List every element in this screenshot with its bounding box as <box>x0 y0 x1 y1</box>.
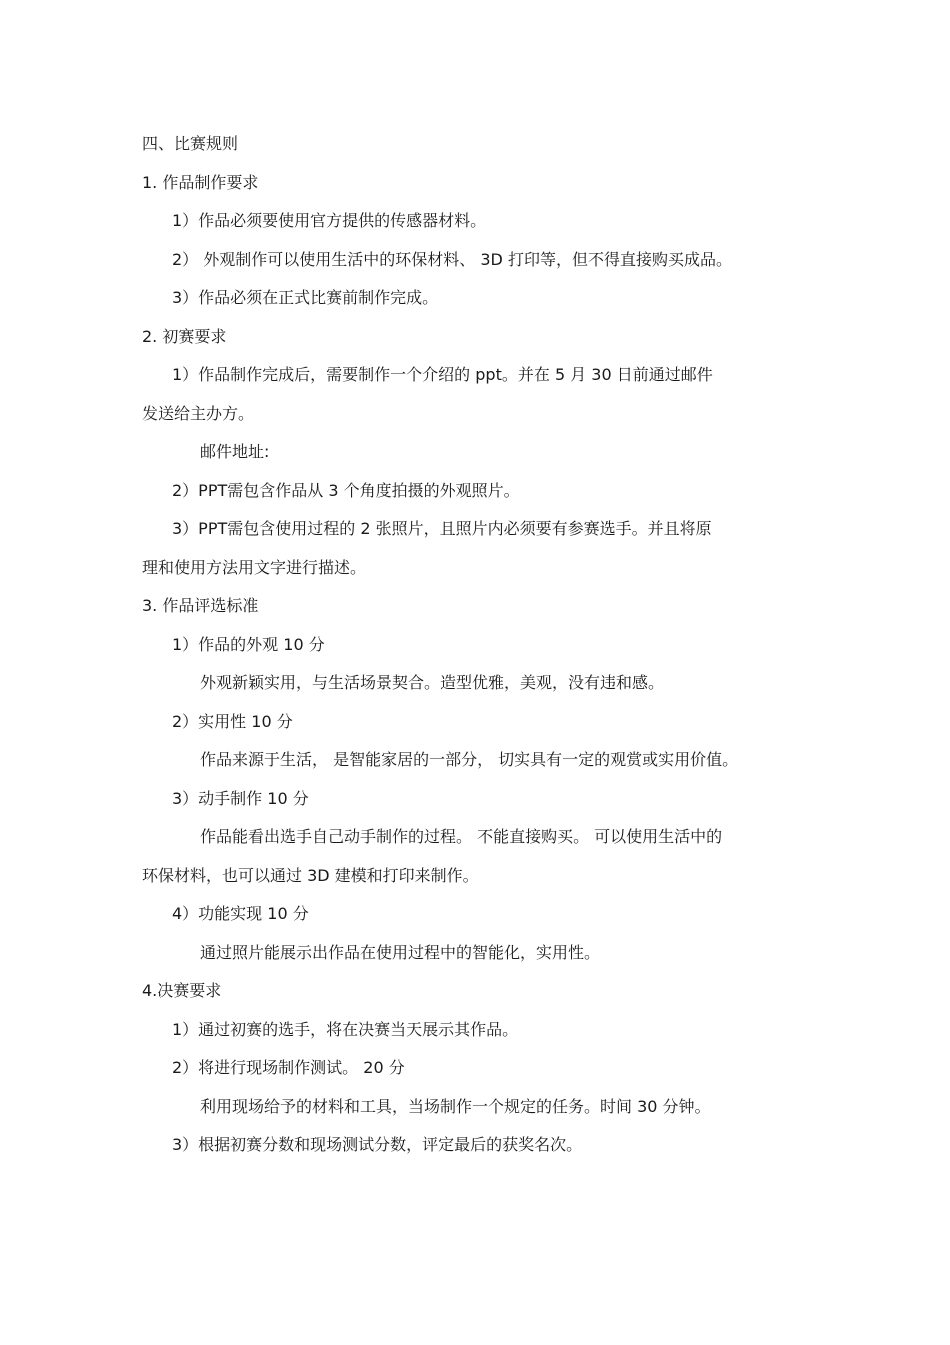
list-item-continuation: 发送给主办方。 <box>142 403 255 423</box>
list-item: 3）动手制作 10 分 <box>172 788 309 808</box>
list-item: 3）根据初赛分数和现场测试分数，评定最后的获奖名次。 <box>172 1135 583 1154</box>
list-item: 1）作品制作完成后，需要制作一个介绍的 ppt。并在 5 月 30 日前通过邮件 <box>172 365 713 384</box>
email-address-label: 邮件地址: <box>200 442 270 461</box>
heading-4: 4.决赛要求 <box>142 981 222 1000</box>
item-description: 外观新颖实用，与生活场景契合。造型优雅，美观，没有违和感。 <box>200 673 665 692</box>
list-item: 4）功能实现 10 分 <box>172 904 309 923</box>
heading-3: 3. 作品评选标准 <box>142 596 259 615</box>
item-description: 通过照片能展示出作品在使用过程中的智能化，实用性。 <box>200 942 601 962</box>
item-description: 作品能看出选手自己动手制作的过程。 不能直接购买。 可以使用生活中的 <box>200 827 723 846</box>
item-description: 作品来源于生活， 是智能家居的一部分， 切实具有一定的观赏或实用价值。 <box>200 750 739 769</box>
list-item: 2）PPT需包含作品从 3 个角度拍摄的外观照片。 <box>172 480 520 500</box>
list-item: 2）将进行现场制作测试。 20 分 <box>172 1058 405 1077</box>
list-item: 2）实用性 10 分 <box>172 711 293 731</box>
list-item: 3）作品必须在正式比赛前制作完成。 <box>172 288 439 307</box>
item-description-continuation: 环保材料，也可以通过 3D 建模和打印来制作。 <box>142 865 479 885</box>
list-item-continuation: 理和使用方法用文字进行描述。 <box>142 557 367 577</box>
heading-2: 2. 初赛要求 <box>142 326 227 346</box>
heading-1: 1. 作品制作要求 <box>142 172 259 192</box>
list-item: 1）通过初赛的选手，将在决赛当天展示其作品。 <box>172 1019 519 1039</box>
list-item: 1）作品的外观 10 分 <box>172 634 325 654</box>
list-item: 2） 外观制作可以使用生活中的环保材料、 3D 打印等，但不得直接购买成品。 <box>172 249 732 269</box>
list-item: 1）作品必须要使用官方提供的传感器材料。 <box>172 211 487 230</box>
document-body <box>142 125 812 1165</box>
item-description: 利用现场给予的材料和工具，当场制作一个规定的任务。时间 30 分钟。 <box>200 1096 711 1116</box>
section-title: 四、比赛规则 <box>142 134 239 153</box>
list-item: 3）PPT需包含使用过程的 2 张照片，且照片内必须要有参赛选手。并且将原 <box>172 519 712 538</box>
